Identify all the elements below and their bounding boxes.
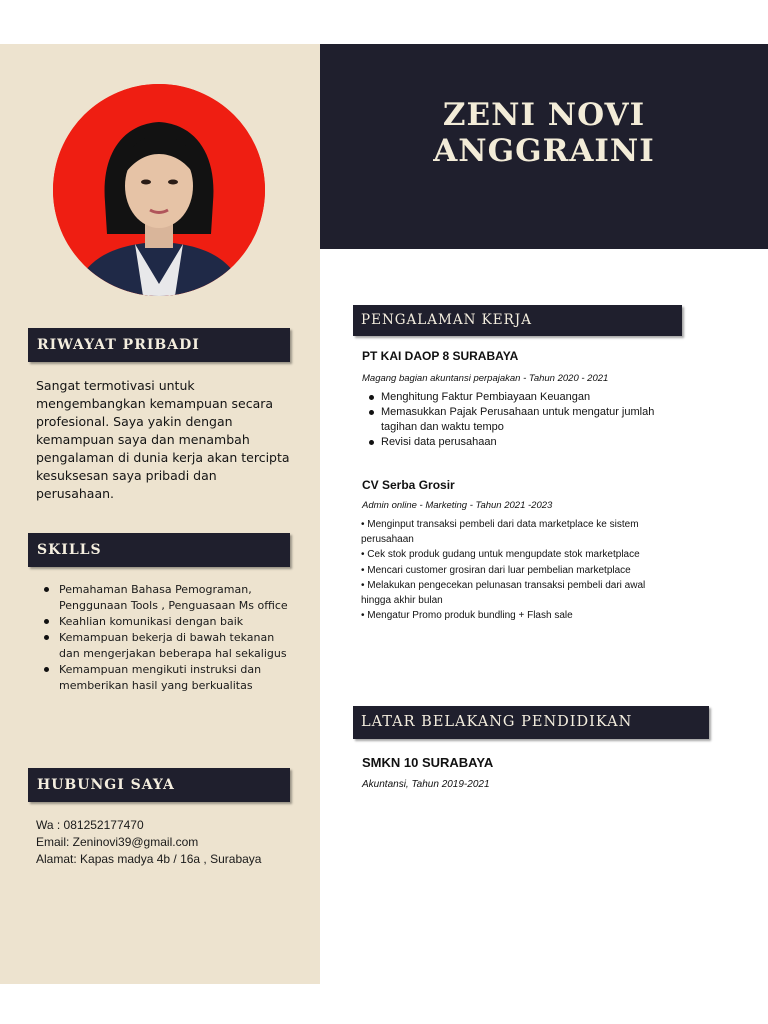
job-duty: Revisi data perusahaan [366,435,666,450]
job-company: PT KAI DAOP 8 SURABAYA [362,349,519,363]
candidate-name [320,97,768,169]
skill-item: Kemampuan bekerja di bawah tekanan dan mengerjakan beberapa hal sekaligus [40,630,290,662]
education-detail: Akuntansi, Tahun 2019-2021 [362,779,490,790]
job-duty: • Mencari customer grosiran dari luar pembelian marketplace [361,564,631,576]
contact-email[interactable]: Email: Zeninovi39@gmail.com [36,835,199,849]
skill-item: Pemahaman Bahasa Pemograman, Penggunaan Tools , Penguasaan Ms office [40,582,290,614]
job-duty: • Cek stok produk gudang untuk mengupdate stok marketplace [361,549,640,561]
skills-list [40,582,290,694]
section-title-contact: HUBUNGI SAYA [28,768,290,802]
job-duty: Memasukkan Pajak Perusahaan untuk mengatur jumlah tagihan dan waktu tempo [366,405,666,435]
section-title-skills: SKILLS [28,533,290,567]
contact-address: Alamat: Kapas madya 4b / 16a , Surabaya [36,852,262,866]
contact-block [36,817,306,868]
name-line-2: ANGGRAINI [433,133,655,169]
about-text: Sangat termotivasi untuk mengembangkan kemampuan secara profesional. Saya yakin dengan kemampuan saya dan menambah pengalaman di dunia kerja akan tercipta kesuksesan saya pribadi dan perusahaan. [36,378,290,501]
section-title-about: RIWAYAT PRIBADI [28,328,290,362]
job-duty: Menghitung Faktur Pembiayaan Keuangan [366,390,666,405]
name-line-1: ZENI NOVI [442,97,646,133]
education-school: SMKN 10 SURABAYA [362,755,494,770]
job-duty: • Mengatur Promo produk bundling + Flash sale [361,610,573,622]
job-duties-list [366,390,666,450]
job-company: CV Serba Grosir [362,478,455,492]
section-title-experience: PENGALAMAN KERJA [353,305,682,336]
job-role: Admin online - Marketing - Tahun 2021 -2023 [362,500,553,511]
profile-photo [53,84,265,296]
skill-item: Keahlian komunikasi dengan baik [40,614,290,630]
resume-page [0,44,768,984]
job-role: Magang bagian akuntansi perpajakan - Tahun 2020 - 2021 [362,373,609,384]
left-sidebar [0,44,320,984]
job-duty: • Melakukan pengecekan pelunasan transaksi pembeli dari awal hingga akhir bulan [361,579,646,607]
skill-item: Kemampuan mengikuti instruksi dan memberikan hasil yang berkualitas [40,662,290,694]
job-duties-list [361,517,671,623]
contact-phone[interactable]: Wa : 081252177470 [36,818,144,832]
job-duty: • Menginput transaksi pembeli dari data marketplace ke sistem perusahaan [361,519,639,546]
section-title-education: LATAR BELAKANG PENDIDIKAN [353,706,709,739]
